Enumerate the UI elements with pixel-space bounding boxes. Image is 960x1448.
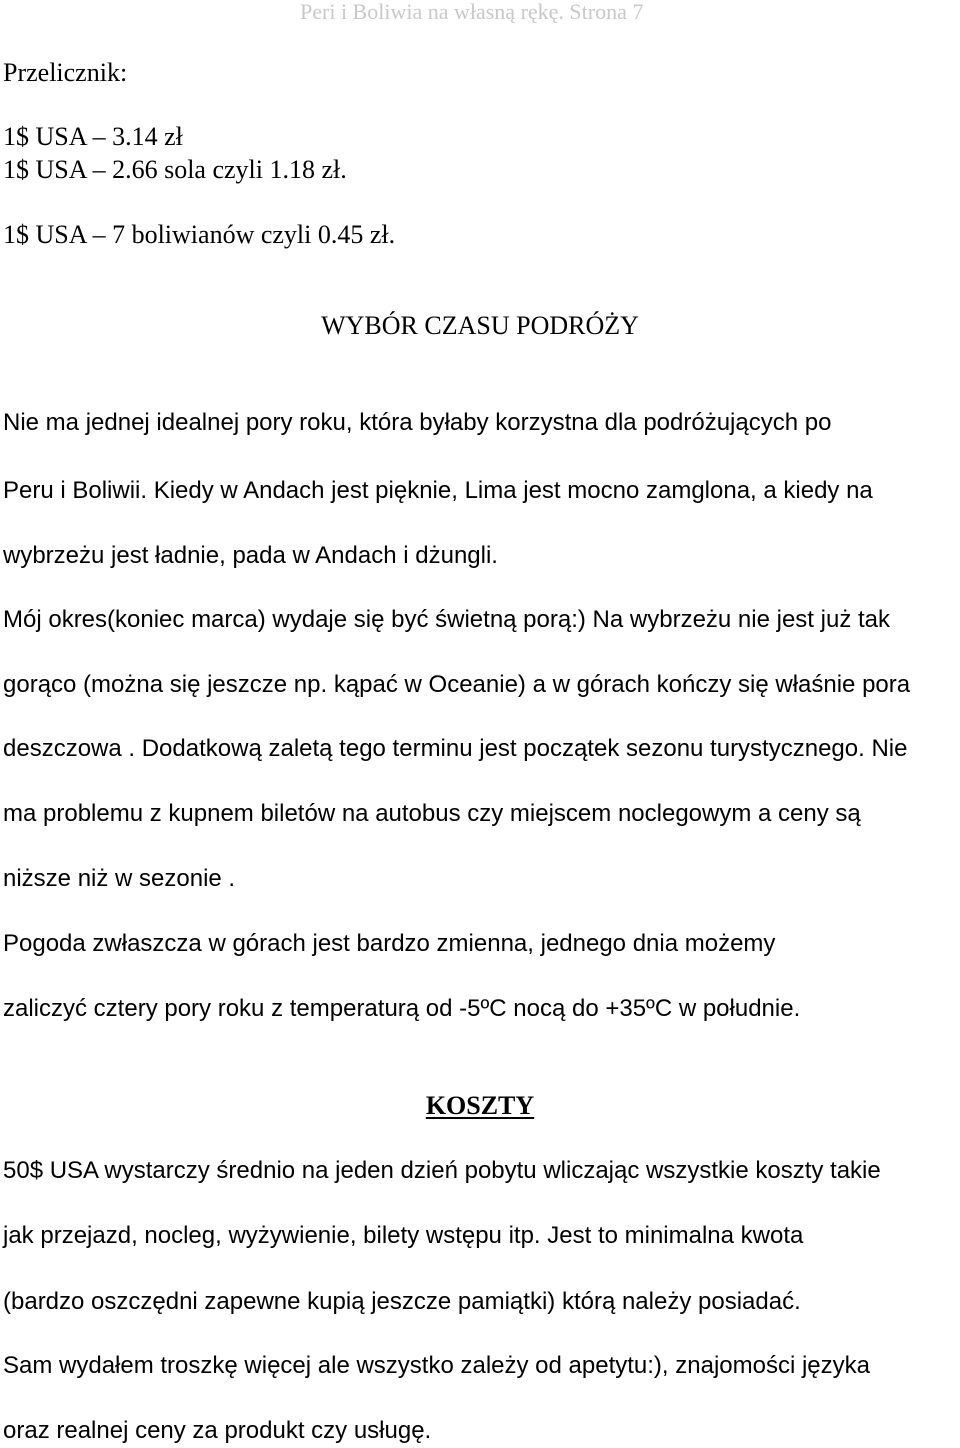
travel-time-line: niższe niż w sezonie .	[3, 865, 236, 892]
travel-time-line: deszczowa . Dodatkową zaletą tego terminu jest początek sezonu turystycznego. Nie	[3, 735, 908, 762]
costs-heading: KOSZTY	[425, 1091, 535, 1120]
travel-time-line: Peru i Boliwii. Kiedy w Andach jest pięknie, Lima jest mocno zamglona, a kiedy na	[3, 477, 873, 504]
rate-line-usd-sol: 1$ USA – 2.66 sola czyli 1.18 zł.	[3, 155, 347, 184]
travel-time-line: Pogoda zwłaszcza w górach jest bardzo zmienna, jednego dnia możemy	[3, 930, 776, 957]
costs-line: 50$ USA wystarczy średnio na jeden dzień pobytu wliczając wszystkie koszty takie	[3, 1157, 881, 1184]
page-header: Peri i Boliwia na własną rękę. Strona 7	[300, 0, 644, 24]
travel-time-line: zaliczyć cztery pory roku z temperaturą od -5ºC nocą do +35ºC w południe.	[3, 995, 801, 1022]
costs-line: jak przejazd, nocleg, wyżywienie, bilety wstępu itp. Jest to minimalna kwota	[3, 1222, 804, 1249]
costs-line: Sam wydałem troszkę więcej ale wszystko zależy od apetytu:), znajomości języka	[3, 1352, 870, 1379]
costs-line: (bardzo oszczędni zapewne kupią jeszcze pamiątki) którą należy posiadać.	[3, 1288, 801, 1315]
converter-heading: Przelicznik:	[3, 58, 128, 87]
travel-time-line: ma problemu z kupnem biletów na autobus czy miejscem noclegowym a ceny są	[3, 800, 861, 827]
rate-line-usd-boliviano: 1$ USA – 7 boliwianów czyli 0.45 zł.	[3, 220, 396, 249]
travel-time-heading: WYBÓR CZASU PODRÓŻY	[321, 311, 639, 340]
travel-time-line: wybrzeżu jest ładnie, pada w Andach i dżungli.	[3, 542, 498, 569]
travel-time-line: gorąco (można się jeszcze np. kąpać w Oceanie) a w górach kończy się właśnie pora	[3, 671, 911, 698]
travel-time-line: Mój okres(koniec marca) wydaje się być świetną porą:) Na wybrzeżu nie jest już tak	[3, 606, 891, 633]
rate-line-usd-pln: 1$ USA – 3.14 zł	[3, 122, 183, 151]
costs-line: oraz realnej ceny za produkt czy usługę.	[3, 1417, 432, 1444]
travel-time-line: Nie ma jednej idealnej pory roku, która byłaby korzystna dla podróżujących po	[3, 409, 832, 436]
